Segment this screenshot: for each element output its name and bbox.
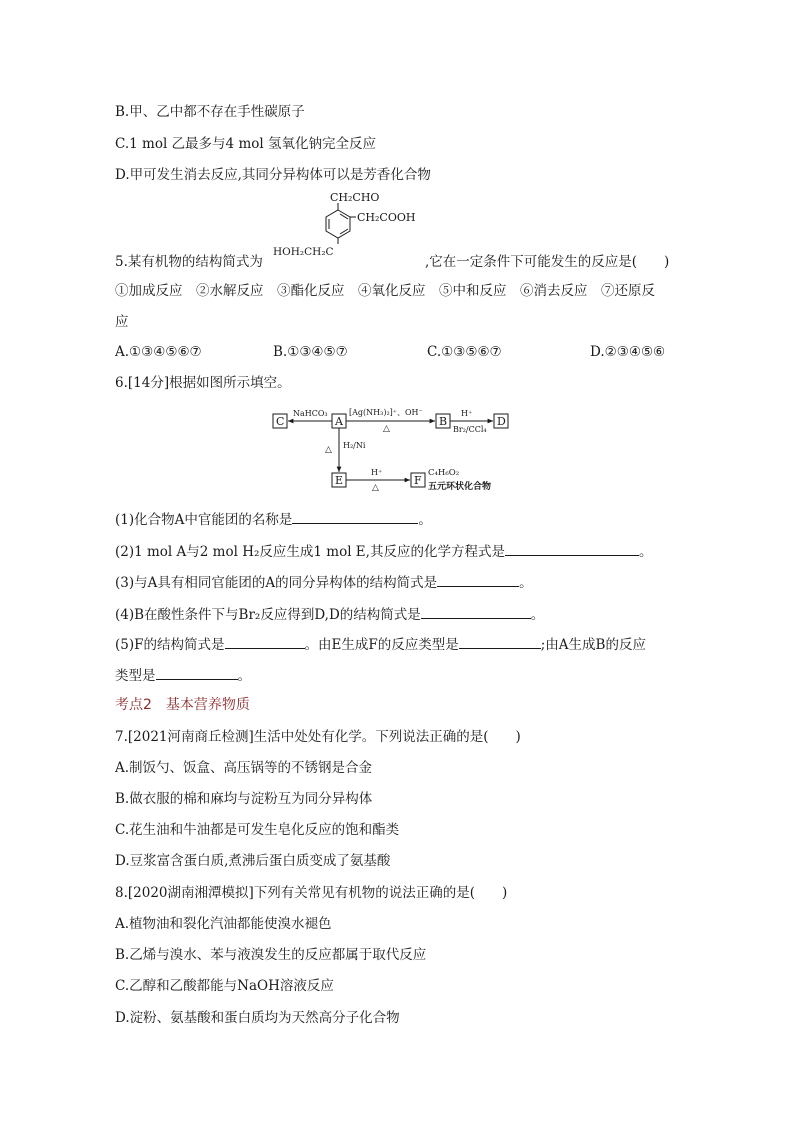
q6-part5	[115, 634, 646, 654]
q6-part4	[115, 604, 544, 624]
q7-option-a: A.制饭勺、饭盒、高压锅等的不锈钢是合金	[115, 760, 373, 776]
q6-part5-text-b: 。由E生成F的反应类型是	[304, 637, 459, 653]
q5-stem-part2: ,它在一定条件下可能发生的反应是( )	[425, 254, 670, 270]
node-b-label: B	[439, 415, 448, 428]
q6-part3	[115, 572, 533, 592]
node-f-label: F	[414, 474, 422, 487]
period: 。	[638, 544, 653, 560]
q7-option-b: B.做衣服的棉和麻均与淀粉互为同分异构体	[115, 791, 373, 807]
q6-part1-text: (1)化合物A中官能团的名称是	[115, 512, 293, 528]
q5-choice-c: C.①③⑤⑥⑦	[427, 344, 502, 360]
q5-choice-d: D.②③④⑤⑥	[590, 344, 666, 360]
reagent-b-d-top: H⁺	[461, 409, 473, 418]
q7-option-d: D.豆浆富含蛋白质,煮沸后蛋白质变成了氨基酸	[115, 853, 391, 869]
q6-part2-text: (2)1 mol A与2 mol H₂反应生成1 mol E,其反应的化学方程式是	[115, 544, 505, 560]
reagent-b-d-bottom: Br₂/CCl₄	[453, 425, 487, 434]
q6-part4-text: (4)B在酸性条件下与Br₂反应得到D,D的结构简式是	[115, 607, 421, 623]
answer-blank[interactable]	[459, 634, 541, 649]
q5-reaction-list: ①加成反应 ②水解反应 ③酯化反应 ④氧化反应 ⑤中和反应 ⑥消去反应 ⑦还原反	[115, 283, 655, 299]
q5-choice-a: A.①③④⑤⑥⑦	[115, 344, 202, 360]
q6-part5-cont	[115, 665, 251, 685]
answer-blank[interactable]	[225, 634, 305, 649]
q6-part5-text-d: 类型是	[115, 668, 156, 684]
q6-part3-text: (3)与A具有相同官能团的A的同分异构体的结构简式是	[115, 575, 438, 591]
q6-part5-text-a: (5)F的结构简式是	[115, 637, 225, 653]
q6-reaction-diagram	[265, 400, 520, 500]
q6-stem: 6.[14分]根据如图所示填空。	[115, 375, 291, 391]
f-formula: C₄H₆O₂	[428, 468, 460, 478]
period: 。	[530, 607, 545, 623]
q5-structure-formula	[270, 188, 430, 268]
reagent-a-b: [Ag(NH₃)₂]⁺、OH⁻	[349, 408, 423, 417]
q5-choice-b: B.①③④⑤⑦	[273, 344, 348, 360]
q5-stem-part1: 5.某有机物的结构简式为	[115, 254, 263, 270]
reagent-e-f: H⁺	[371, 468, 383, 477]
condition-e-f: △	[372, 483, 379, 493]
answer-blank[interactable]	[156, 665, 238, 680]
q6-part5-text-c: ;由A生成B的反应	[540, 637, 646, 653]
q8-stem: 8.[2020湖南湘潭模拟]下列有关常见有机物的说法正确的是( )	[115, 885, 508, 901]
q8-option-b: B.乙烯与溴水、苯与液溴发生的反应都属于取代反应	[115, 947, 427, 963]
q6-part1	[115, 509, 432, 529]
answer-blank[interactable]	[437, 572, 519, 587]
q5-struct-top-group: CH₂CHO	[330, 191, 380, 204]
q4-option-c: C.1 mol 乙最多与4 mol 氢氧化钠完全反应	[115, 136, 376, 152]
node-c-label: C	[276, 415, 285, 428]
answer-blank[interactable]	[421, 604, 531, 619]
q5-struct-left-group: HOH₂CH₂C	[273, 246, 334, 258]
node-e-label: E	[335, 474, 344, 487]
reagent-a-c: NaHCO₃	[293, 409, 328, 418]
q6-part2	[115, 541, 652, 561]
q8-option-d: D.淀粉、氨基酸和蛋白质均为天然高分子化合物	[115, 1010, 400, 1026]
q5-struct-right-group: CH₂COOH	[357, 211, 416, 224]
q5-reaction-list-tail: 应	[115, 314, 129, 330]
period: 。	[418, 512, 432, 528]
q4-option-b: B.甲、乙中都不存在手性碳原子	[115, 104, 305, 120]
f-description: 五元环状化合物	[428, 482, 492, 492]
q8-option-a: A.植物油和裂化汽油都能使溴水褪色	[115, 916, 332, 932]
answer-blank[interactable]	[505, 541, 639, 556]
period: 。	[519, 575, 533, 591]
q7-stem: 7.[2021河南商丘检测]生活中处处有化学。下列说法正确的是( )	[115, 729, 521, 745]
q7-option-c: C.花生油和牛油都是可发生皂化反应的饱和酯类	[115, 822, 400, 838]
section-heading: 考点2 基本营养物质	[115, 697, 250, 713]
q4-option-d: D.甲可发生消去反应,其同分异构体可以是芳香化合物	[115, 167, 431, 183]
condition-a-b: △	[383, 424, 390, 434]
node-a-label: A	[335, 415, 343, 428]
period: 。	[237, 668, 251, 684]
node-d-label: D	[497, 415, 506, 428]
q8-option-c: C.乙醇和乙酸都能与NaOH溶液反应	[115, 978, 334, 994]
condition-a-e: △	[325, 445, 332, 455]
reagent-a-e: H₂/Ni	[343, 441, 366, 450]
answer-blank[interactable]	[292, 509, 418, 524]
